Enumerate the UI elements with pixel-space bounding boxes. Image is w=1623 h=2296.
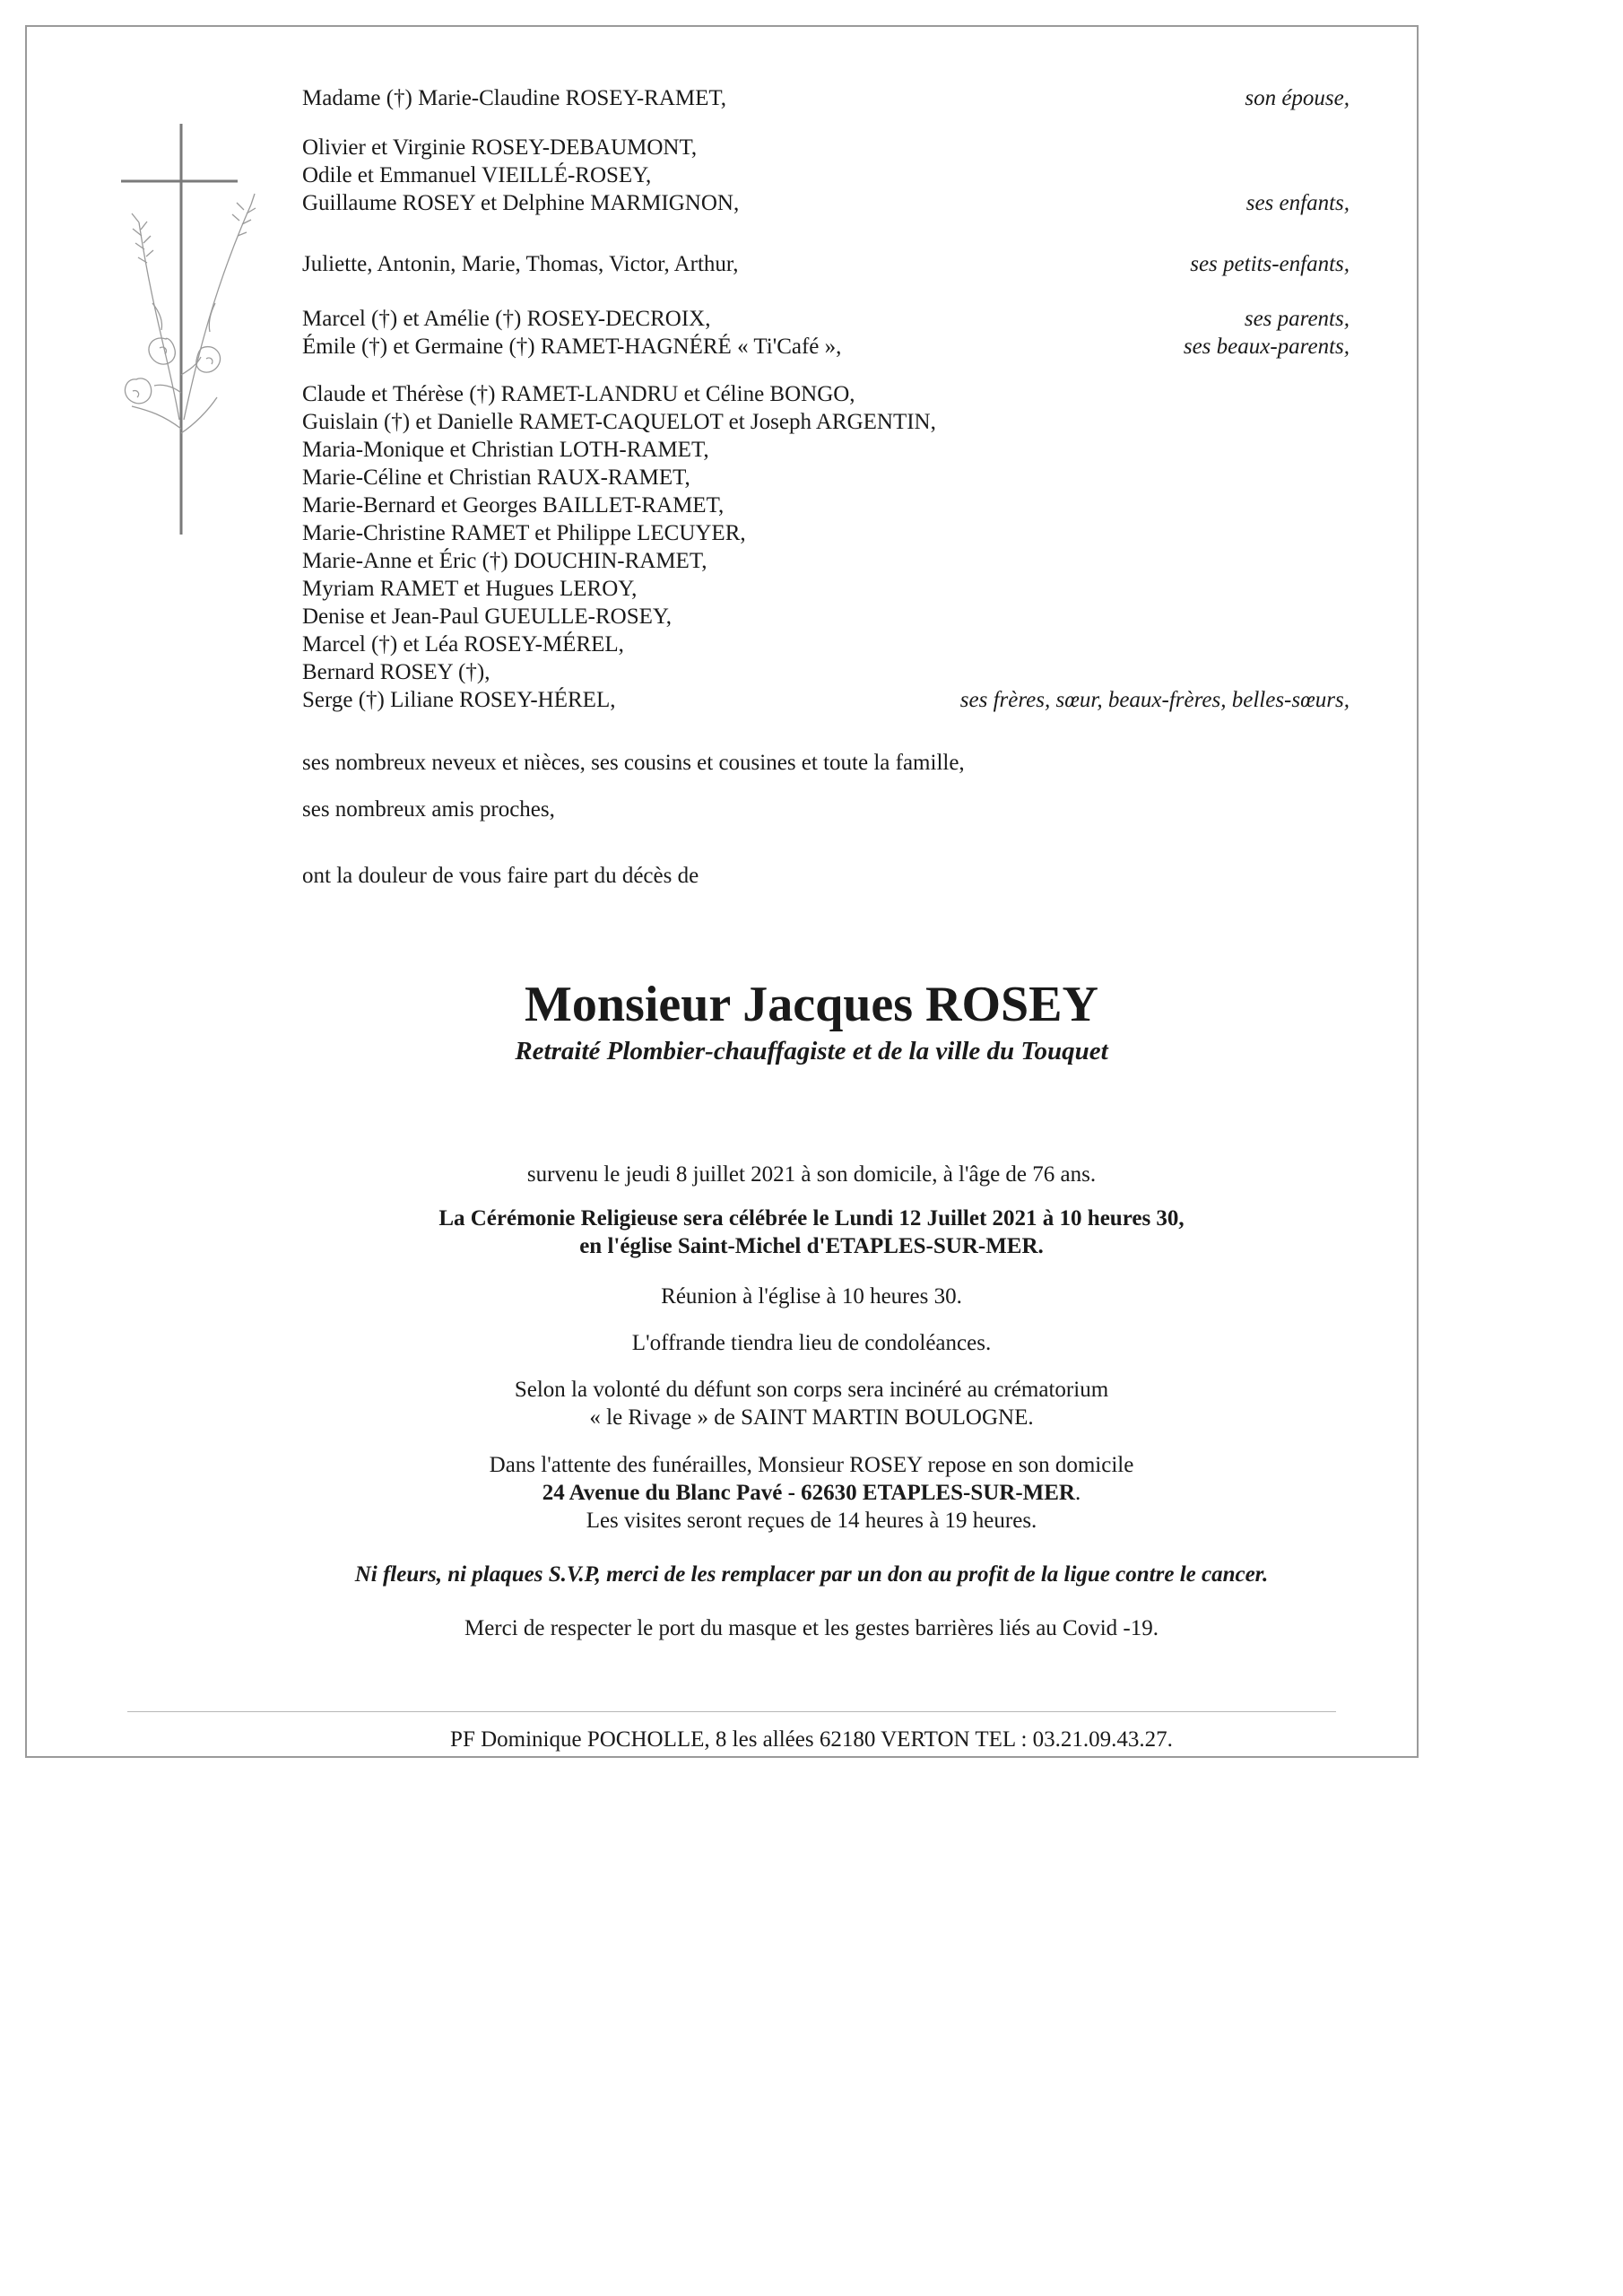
- parents-line: Marcel (†) et Amélie (†) ROSEY-DECROIX, ses parents,: [302, 307, 1350, 331]
- deceased-title: Retraité Plombier-chauffagiste et de la ville du Touquet: [515, 1037, 1108, 1065]
- child-line: Odile et Emmanuel VIEILLÉ-ROSEY,: [302, 163, 652, 187]
- offering-line: L'offrande tiendra lieu de condoléances.: [631, 1331, 992, 1355]
- rest-line-1: Dans l'attente des funérailles, Monsieur ROSEY repose en son domicile: [489, 1453, 1134, 1477]
- ceremony-line-2: en l'église Saint-Michel d'ETAPLES-SUR-MER.: [579, 1234, 1044, 1258]
- footer-funeral-home: PF Dominique POCHOLLE, 8 les allées 62180 VERTON TEL : 03.21.09.43.27.: [450, 1727, 1173, 1752]
- siblings-role: ses frères, sœur, beaux-frères, belles-sœurs,: [959, 688, 1350, 712]
- cremation-line-1: Selon la volonté du défunt son corps sera incinéré au crématorium: [514, 1378, 1109, 1402]
- sibling-line: Marie-Céline et Christian RAUX-RAMET,: [302, 465, 690, 490]
- sibling-line: Denise et Jean-Paul GUEULLE-ROSEY,: [302, 604, 672, 629]
- child-line: Olivier et Virginie ROSEY-DEBAUMONT,: [302, 135, 698, 160]
- children-role: ses enfants,: [1245, 191, 1350, 215]
- cremation-line-2: « le Rivage » de SAINT MARTIN BOULOGNE.: [589, 1405, 1034, 1430]
- sibling-line: Bernard ROSEY (†),: [302, 660, 490, 684]
- grandchildren-block: [302, 250, 1350, 278]
- sibling-line: Marie-Bernard et Georges BAILLET-RAMET,: [302, 493, 725, 517]
- sibling-line: Marcel (†) et Léa ROSEY-MÉREL,: [302, 632, 624, 657]
- death-notice: survenu le jeudi 8 juillet 2021 à son domicile, à l'âge de 76 ans.: [526, 1162, 1097, 1187]
- flowers-notice: Ni fleurs, ni plaques S.V.P, merci de les remplacer par un don au profit de la ligue contre le cancer.: [354, 1562, 1269, 1587]
- sibling-line: Serge (†) Liliane ROSEY-HÉREL, ses frères, sœur, beaux-frères, belles-sœurs,: [302, 688, 1350, 712]
- rest-address-line: [0, 1479, 1623, 1507]
- parents-block: [302, 305, 1350, 361]
- spouse-name: Madame (†) Marie-Claudine ROSEY-RAMET,: [302, 86, 727, 110]
- spouse-line: [302, 84, 1350, 112]
- visits-line: Les visites seront reçues de 14 heures à 19 heures.: [586, 1509, 1037, 1533]
- sibling-line: Claude et Thérèse (†) RAMET-LANDRU et Céline BONGO,: [302, 382, 855, 406]
- family-block: [302, 84, 1350, 112]
- extended-family-line: ses nombreux neveux et nièces, ses cousins et cousines et toute la famille,: [302, 751, 965, 775]
- cross-with-flowers-icon: [117, 124, 269, 536]
- sibling-line: Maria-Monique et Christian LOTH-RAMET,: [302, 438, 709, 462]
- ceremony-line-1: La Cérémonie Religieuse sera célébrée le Lundi 12 Juillet 2021 à 10 heures 30,: [438, 1206, 1185, 1231]
- covid-notice: Merci de respecter le port du masque et les gestes barrières liés au Covid -19.: [464, 1616, 1159, 1640]
- footer-divider: [127, 1711, 1336, 1712]
- child-line: Guillaume ROSEY et Delphine MARMIGNON, ses enfants,: [302, 191, 1350, 215]
- children-block: [302, 134, 1350, 217]
- rest-address-period: .: [1075, 1481, 1081, 1505]
- announce-line: ont la douleur de vous faire part du décès de: [302, 864, 699, 888]
- deceased-name: Monsieur Jacques ROSEY: [525, 977, 1098, 1032]
- friends-line: ses nombreux amis proches,: [302, 797, 555, 822]
- siblings-block: [302, 380, 1350, 714]
- sibling-line: Guislain (†) et Danielle RAMET-CAQUELOT et Joseph ARGENTIN,: [302, 410, 936, 434]
- sibling-line: Marie-Christine RAMET et Philippe LECUYER,: [302, 521, 746, 545]
- parents-in-law-role: ses beaux-parents,: [1183, 335, 1350, 359]
- parents-role: ses parents,: [1244, 307, 1350, 331]
- parents-in-law-line: Émile (†) et Germaine (†) RAMET-HAGNÉRÉ « Ti'Café », ses beaux-parents,: [302, 335, 1350, 359]
- sibling-line: Marie-Anne et Éric (†) DOUCHIN-RAMET,: [302, 549, 707, 573]
- grandchildren-line: Juliette, Antonin, Marie, Thomas, Victor, Arthur, ses petits-enfants,: [302, 252, 1350, 276]
- meeting-line: Réunion à l'église à 10 heures 30.: [661, 1284, 962, 1309]
- spouse-role: son épouse,: [1245, 86, 1350, 110]
- grandchildren-role: ses petits-enfants,: [1190, 252, 1350, 276]
- rest-address: 24 Avenue du Blanc Pavé - 62630 ETAPLES-SUR-MER: [542, 1481, 1075, 1505]
- sibling-line: Myriam RAMET et Hugues LEROY,: [302, 577, 638, 601]
